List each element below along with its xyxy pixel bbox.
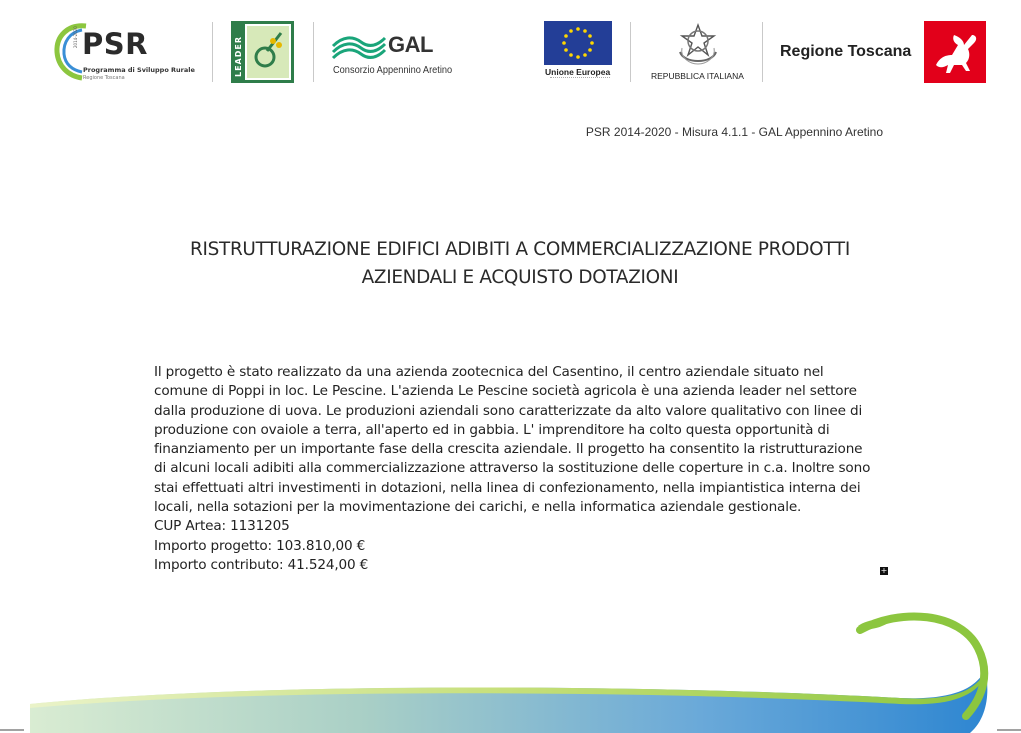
logo-divider: [313, 22, 314, 82]
pegasus-icon: [924, 21, 986, 83]
leader-label: LEADER: [234, 35, 243, 77]
project-description: [154, 363, 894, 575]
eu-caption: Unione Europea: [545, 67, 611, 77]
psr-years: 2014-2020: [73, 26, 78, 48]
body-line: finanziamento per un importante fase della crescita aziendale. Il progetto ha consentito la ristrutturazione: [154, 441, 863, 458]
body-line: produzione con ovaiole a terra, all'aperto ed in gabbia. L' imprenditore ha colto questa opportunità di: [154, 421, 830, 438]
body-line: comune di Poppi in loc. Le Pescine. L'azienda Le Pescine società agricola è una azienda leader nel settore: [154, 383, 857, 400]
repubblica-logo: [648, 22, 748, 82]
eu-logo: [544, 21, 614, 81]
logo-divider: [762, 22, 763, 82]
body-line: dalla produzione di uova. Le produzioni aziendali sono caratterizzate da alto valore qualitativo con linee di: [154, 402, 863, 419]
gal-subtitle: Consorzio Appennino Aretino: [333, 64, 453, 76]
repubblica-caption: REPUBBLICA ITALIANA: [651, 71, 744, 81]
logo-divider: [212, 22, 213, 82]
psr-wordmark: PSR: [82, 27, 148, 61]
italian-emblem-icon: [674, 22, 722, 68]
regione-toscana-label: Regione Toscana: [780, 43, 912, 60]
page-title: [120, 236, 920, 292]
leader-logo: [231, 21, 294, 83]
eu-fineprint: [550, 77, 610, 81]
psr-region: Regione Toscana: [83, 75, 125, 81]
logo-divider: [630, 22, 631, 82]
footer-swoosh-graphic: [0, 600, 1021, 733]
importo-contributo: Importo contributo: 41.524,00 €: [154, 556, 369, 573]
eu-flag-icon: [544, 21, 612, 65]
psr-subtitle: Programma di Sviluppo Rurale: [83, 66, 195, 74]
gal-wordmark: GAL: [388, 32, 433, 57]
gal-logo: [331, 30, 451, 80]
importo-progetto: Importo progetto: 103.810,00 €: [154, 537, 366, 554]
title-line: RISTRUTTURAZIONE EDIFICI ADIBITI A COMMERCIALIZZAZIONE PRODOTTI: [190, 239, 850, 260]
regione-toscana-logo: [924, 21, 986, 83]
body-line: stai effettuati altri investimenti in dotazioni, nella linea di confezionamento, nella impiantistica interna dei: [154, 479, 861, 496]
title-line: AZIENDALI E ACQUISTO DOTAZIONI: [361, 267, 679, 288]
psr-logo: [52, 20, 202, 84]
body-line: locali, nella sotazioni per la movimentazione dei carichi, e nella informatica aziendale gestionale.: [154, 499, 802, 516]
body-line: di alcuni locali adibiti alla commercializzazione attraverso la sostituzione delle coperture in c.a. Inoltre sono: [154, 460, 871, 477]
body-line: Il progetto è stato realizzato da una azienda zootecnica del Casentino, il centro aziendale situato nel: [154, 364, 824, 380]
gal-waves-icon: [331, 32, 387, 62]
expand-plus-icon[interactable]: +: [880, 566, 888, 575]
document-reference: PSR 2014-2020 - Misura 4.1.1 - GAL Appennino Aretino: [585, 125, 883, 139]
cup-code: CUP Artea: 1131205: [154, 518, 290, 535]
